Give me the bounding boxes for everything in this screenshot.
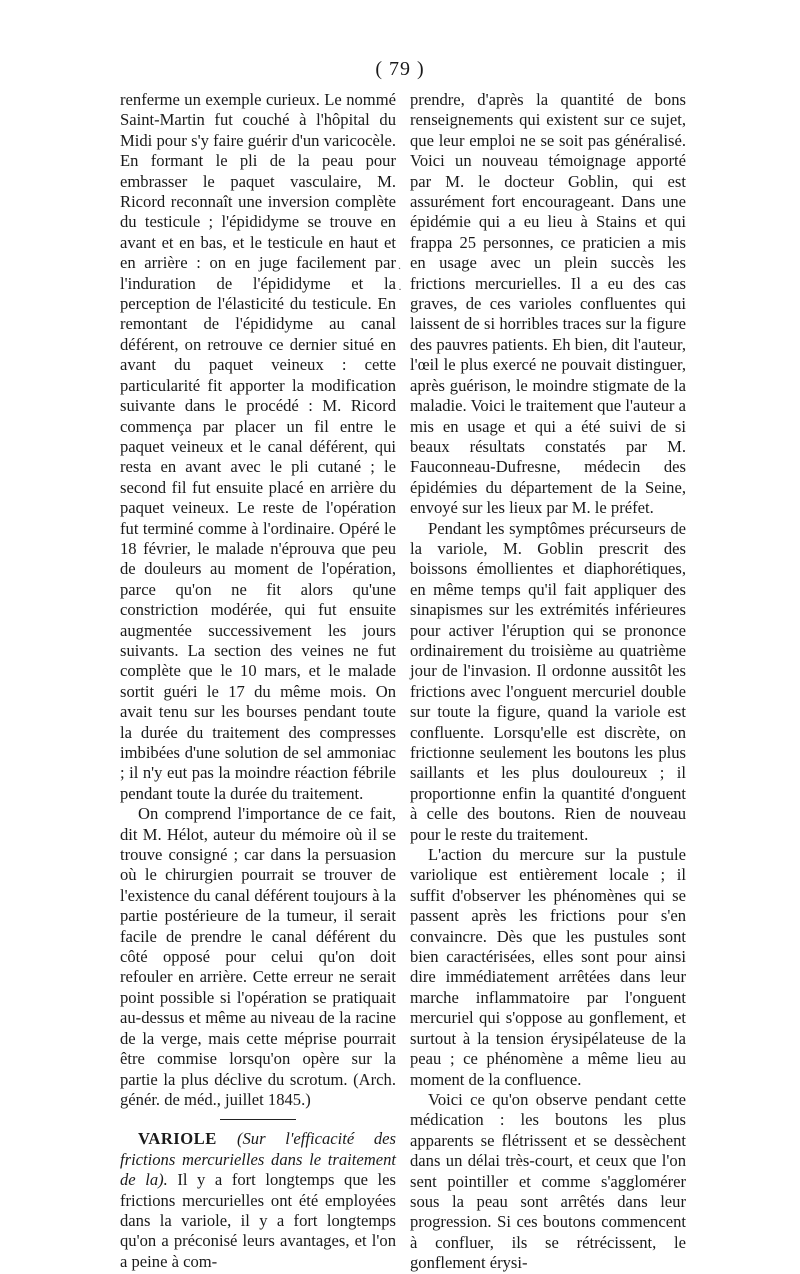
right-paragraph-1: prendre, d'après la quantité de bons renseignements qui existent sur ce sujet, que leur emploi ne se soit pas généralisé. Voici un nouveau témoignage apporté par M. le docteur Goblin, qui est assurément fort encourageant. Dans une épidémie qui a eu lieu à Stains et qui frappa 25 personnes, ce praticien a mis en usage avec un plein succès les frictions mercurielles. Il a eu des cas graves, de ces varioles confluentes qui laissent de si horribles traces sur la figure des pauvres patients. Eh bien, dit l'auteur, l'œil le plus exercé ne pouvait distinguer, après guérison, le moindre stigmate de la maladie. Voici le traitement que l'auteur a mis en usage et qui a été suivi de si beaux résultats constatés par M. Fauconneau-Dufresne, médecin des épidémies du département de la Seine, envoyé sur les lieux par M. le préfet. (410, 90, 686, 518)
right-column (410, 90, 686, 1274)
margin-dot: · (398, 282, 402, 296)
left-column (120, 90, 396, 1272)
left-paragraph-3: Il y a fort longtemps que les frictions mercurielles ont été employées dans la variole, il y a fort longtemps qu'on a préconisé leurs avantages, et l'on a peine à com- (120, 1170, 396, 1271)
right-paragraph-4: Voici ce qu'on observe pendant cette médication : les boutons les plus apparents se flétrissent et se dessèchent dans un délai très-court, et ceux que l'on sent pointiller et comme s'agglomérer sous la peau sont arrêtés dans leur progression. Si ces boutons commencent à confluer, ils se rétrécissent, le gonflement érysi- (410, 1089, 686, 1273)
section-heading: VARIOLE (138, 1129, 237, 1149)
right-paragraph-3: L'action du mercure sur la pustule variolique est entièrement locale ; il suffit d'observer les phénomènes qui se passent après les frictions pour s'en convaincre. Dès que les pustules sont bien caractérisées, elles sont pour ainsi dire immédiatement arrêtées dans leur marche inflammatoire par l'onguent mercuriel qui s'oppose au gonflement, et surtout à la tension érysipélateuse de la peau ; ce phénomène a même lieu au moment de la confluence. (410, 845, 686, 1089)
left-paragraph-1: renferme un exemple curieux. Le nommé Saint-Martin fut couché à l'hôpital du Midi pour s'y faire guérir d'un varicocèle. En formant le pli de la peau pour embrasser le paquet vasculaire, M. Ricord reconnaît une inversion complète du testicule ; l'épididyme se trouve en avant et en bas, et le testicule en haut et en arrière : on en juge facilement par l'induration de l'épididyme et la perception de l'élasticité du testicule. En remontant de l'épididyme au canal déférent, on retrouve ce dernier situé en avant du paquet veineux : cette particularité fit apporter la modification suivante dans le procédé : M. Ricord commença par placer un fil entre le paquet veineux et le canal déférent, qui resta en avant avec le pli cutané ; le second fil fut ensuite placé en arrière du paquet veineux. Le reste de l'opération fut terminé comme à l'ordinaire. Opéré le 18 février, le malade n'éprouva que peu de douleurs au moment de l'opération, parce qu'on ne fit alors qu'une constriction modérée, qui fut ensuite augmentée successivement les jours suivants. La section des veines ne fut complète que le 10 mars, et le malade sortit guéri le 17 du même mois. On avait tenu sur les bourses pendant toute la durée du traitement des compresses imbibées d'une solution de sel ammoniac ; il n'y eut pas la moindre réaction fébrile pendant toute la durée du traitement. (120, 90, 396, 803)
page-number: ( 79 ) (375, 58, 425, 80)
section-subtitle: (Sur l'efficacité des frictions mercurielles dans le traitement de la). (120, 1129, 396, 1190)
section-divider (220, 1119, 296, 1120)
variole-entry (120, 1129, 396, 1272)
left-paragraph-2: On comprend l'importance de ce fait, dit M. Hélot, auteur du mémoire où il se trouve consigné ; car dans la persuasion où le chirurgien pourrait se trouver de l'existence du canal déférent toujours à la partie postérieure de la tumeur, il serait facile de prendre le canal déférent du côté opposé pour celui qu'on doit refouler en arrière. Cette erreur ne serait point possible si l'opération se pratiquait au-dessus et même au niveau de la racine de la verge, mais cette méprise pourrait être commise lorsqu'on opère sur la partie la plus déclive du scrotum. (Arch. génér. de méd., juillet 1845.) (120, 804, 396, 1109)
margin-dot: . (398, 258, 401, 272)
right-paragraph-2: Pendant les symptômes précurseurs de la variole, M. Goblin prescrit des boissons émollientes et diaphorétiques, en même temps qu'il fait appliquer des sinapismes sur les extrémités inférieures pour activer l'éruption qui se prononce ordinairement du troisième au quatrième jour de l'invasion. Il ordonne aussitôt les frictions avec l'onguent mercuriel double sur toute la figure, quand la variole est confluente. Lorsqu'elle est discrète, on frictionne seulement les boutons les plus saillants et les plus douloureux ; il proportionne enfin la quantité d'onguent à celle des boutons. Rien de nouveau pour le reste du traitement. (410, 518, 686, 844)
